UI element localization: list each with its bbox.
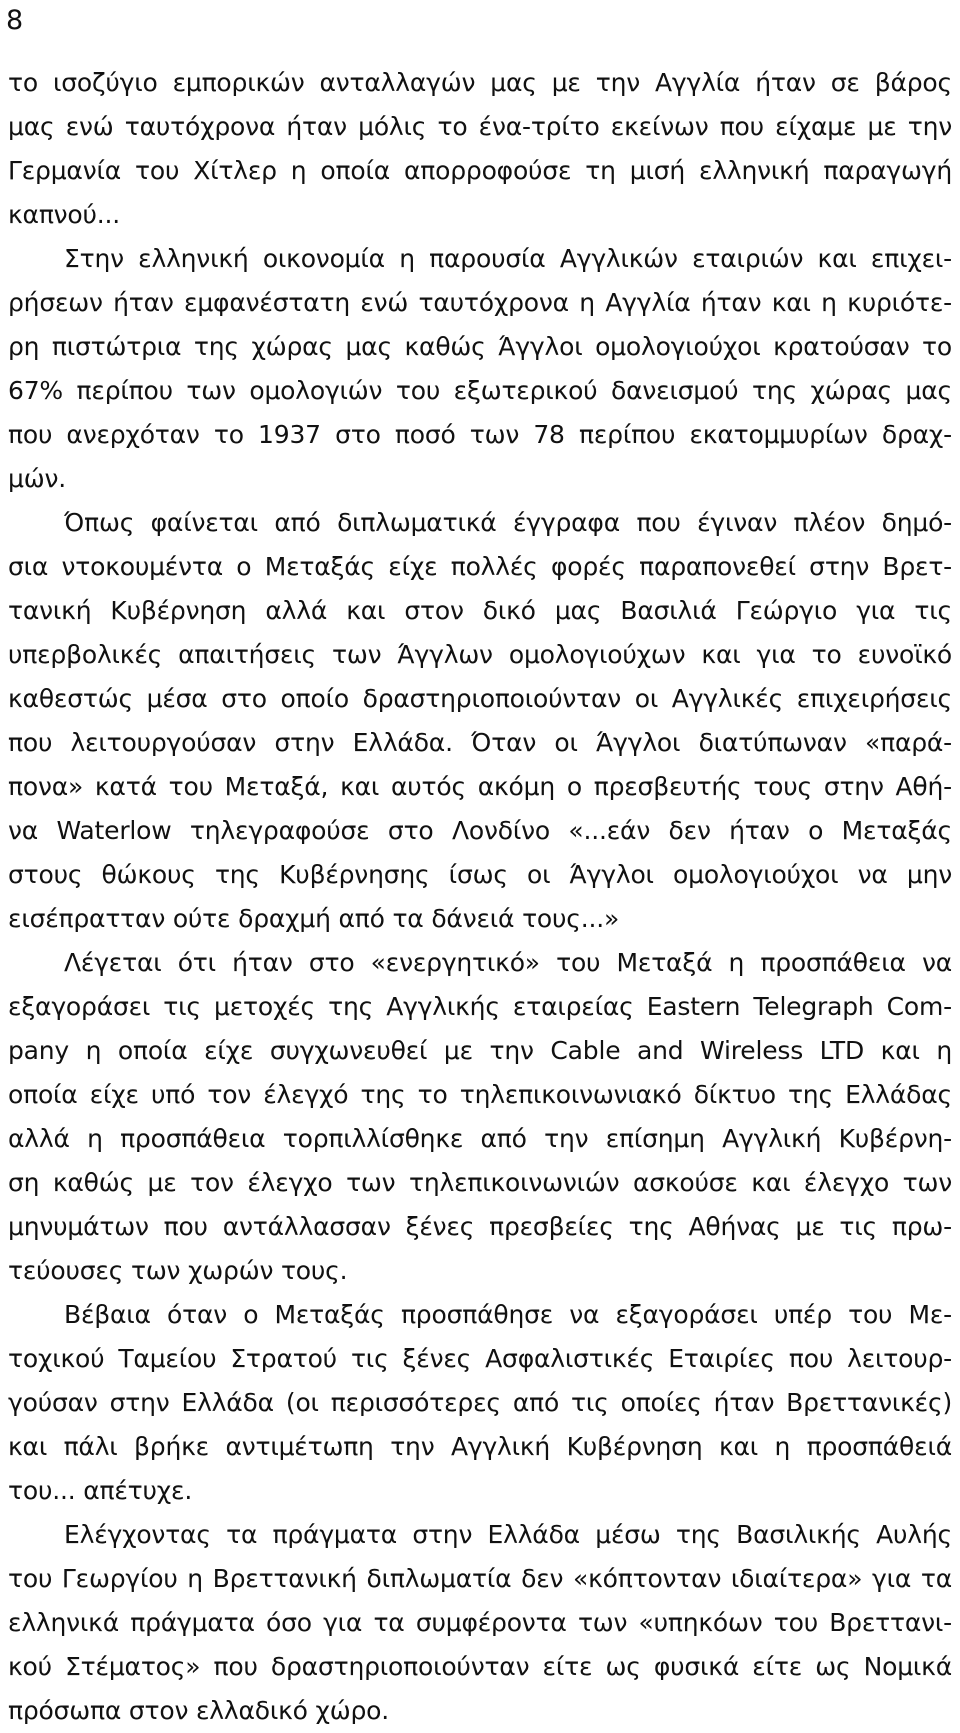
text-line: Στην ελληνική οικονομία η παρουσία Αγγλικών εταιριών και επιχει- [64,244,952,273]
text-line: που ανερχόταν το 1937 στο ποσό των 78 περίπου εκατομμυρίων δραχ- [8,420,952,449]
text-line: και πάλι βρήκε αντιμέτωπη την Αγγλική Κυβέρνηση και η προσπάθειά [8,1432,952,1461]
text-line: του... απέτυχε. [8,1476,193,1505]
text-line: ρη πιστώτρια της χώρας μας καθώς Άγγλοι ομολογιούχοι κρατούσαν το [8,332,952,361]
text-line: πρόσωπα στον ελλαδικό χώρο. [8,1696,389,1725]
text-line: ση καθώς με τον έλεγχο των τηλεπικοινωνιών ασκούσε και έλεγχο των [8,1168,952,1197]
text-line: 67% περίπου των ομολογιών του εξωτερικού δανεισμού της χώρας μας [8,376,952,405]
text-line: που λειτουργούσαν στην Ελλάδα. Όταν οι Άγγλοι διατύπωναν «παρά- [8,728,952,757]
text-line: κού Στέματος» που δραστηριοποιούνταν είτε ως φυσικά είτε ως Νομικά [8,1652,952,1681]
text-line: τεύουσες των χωρών τους. [8,1256,348,1285]
text-line: Λέγεται ότι ήταν στο «ενεργητικό» του Μεταξά η προσπάθεια να [64,948,952,977]
text-line: εξαγοράσει τις μετοχές της Αγγλικής εταιρείας Eastern Telegraph Com- [8,992,952,1021]
text-line: καθεστώς μέσα στο οποίο δραστηριοποιούνταν οι Αγγλικές επιχειρήσεις [8,684,952,713]
text-line: να Waterlow τηλεγραφούσε στο Λονδίνο «...εάν δεν ήταν ο Μεταξάς [8,816,952,845]
text-line: οποία είχε υπό τον έλεγχό της το τηλεπικοινωνιακό δίκτυο της Ελλάδας [8,1080,952,1109]
text-line: τανική Κυβέρνηση αλλά και στον δικό μας Βασιλιά Γεώργιο για τις [8,596,952,625]
text-line: σια ντοκουμέντα ο Μεταξάς είχε πολλές φορές παραπονεθεί στην Βρετ- [8,552,952,581]
text-line: ελληνικά πράγματα όσο για τα συμφέροντα των «υπηκόων του Βρεττανι- [8,1608,952,1637]
text-line: το ισοζύγιο εμπορικών ανταλλαγών μας με την Αγγλία ήταν σε βάρος [8,68,952,97]
text-line: εισέπρατταν ούτε δραχμή από τα δάνειά τους...» [8,904,620,933]
text-line: τοχικού Ταμείου Στρατού τις ξένες Ασφαλιστικές Εταιρίες που λειτουρ- [8,1344,952,1373]
text-line: του Γεωργίου η Βρεττανική διπλωματία δεν «κόπτονταν ιδιαίτερα» για τα [8,1564,952,1593]
text-line: Γερμανία του Χίτλερ η οποία απορροφούσε τη μισή ελληνική παραγωγή [8,156,952,185]
text-line: Ελέγχοντας τα πράγματα στην Ελλάδα μέσω της Βασιλικής Αυλής [64,1520,952,1549]
text-line: γούσαν στην Ελλάδα (οι περισσότερες από τις οποίες ήταν Βρεττανικές) [8,1388,952,1417]
text-line: pany η οποία είχε συγχωνευθεί με την Cable and Wireless LTD και η [8,1036,952,1065]
text-line: Βέβαια όταν ο Μεταξάς προσπάθησε να εξαγοράσει υπέρ του Με- [64,1300,952,1329]
text-line: Όπως φαίνεται από διπλωματικά έγγραφα που έγιναν πλέον δημό- [64,508,952,537]
text-line: μών. [8,464,66,493]
page-number: 8 [6,5,24,36]
body-text [8,61,952,1733]
text-line: καπνού... [8,200,121,229]
text-line: ρήσεων ήταν εμφανέστατη ενώ ταυτόχρονα η Αγγλία ήταν και η κυριότε- [8,288,952,317]
text-line: υπερβολικές απαιτήσεις των Άγγλων ομολογιούχων και για το ευνοϊκό [8,640,952,669]
text-line: στους θώκους της Κυβέρνησης ίσως οι Άγγλοι ομολογιούχοι να μην [8,860,952,889]
text-line: μηνυμάτων που αντάλλασσαν ξένες πρεσβείες της Αθήνας με τις πρω- [8,1212,952,1241]
text-line: αλλά η προσπάθεια τορπιλλίσθηκε από την επίσημη Αγγλική Κυβέρνη- [8,1124,952,1153]
text-line: μας ενώ ταυτόχρονα ήταν μόλις το ένα-τρίτο εκείνων που είχαμε με την [8,112,952,141]
text-line: πονα» κατά του Μεταξά, και αυτός ακόμη ο πρεσβευτής τους στην Αθή- [8,772,952,801]
